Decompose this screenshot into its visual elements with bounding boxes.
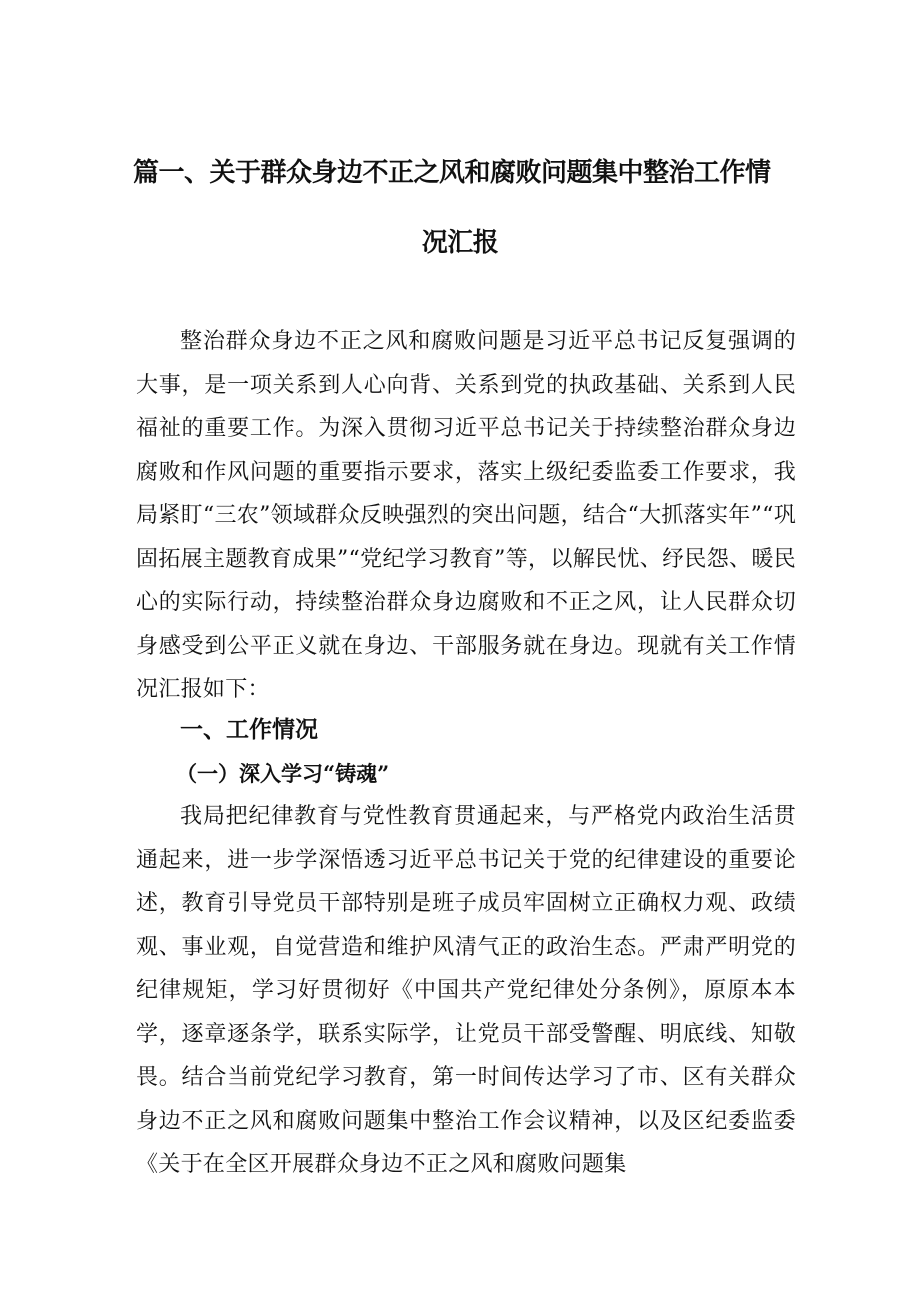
document-title-line-2: 况汇报 (421, 228, 499, 258)
section-heading: 一、工作情况 (180, 717, 318, 743)
body-paragraph: 我局把纪律教育与党性教育贯通起来，与严格党内政治生活贯通起来，进一步学深悟透习近平总书记关于党的纪律建设的重要论述，教育引导党员干部特别是班子成员牢固树立正确权力观、政绩观、事业观，自觉营造和维护风清气正的政治生态。严肃严明党的纪律规矩，学习好贯彻好《中国共产党纪律处分条例》，原原本本学，逐章逐条学，联系实际学，让党员干部受警醒、明底线、知敬畏。结合当前党纪学习教育，第一时间传达学习了市、区有关群众身边不正之风和腐败问题集中整治工作会议精神，以及区纪委监委《关于在全区开展群众身边不正之风和腐败问题集 (136, 804, 796, 1177)
intro-paragraph: 整治群众身边不正之风和腐败问题是习近平总书记反复强调的大事，是一项关系到人心向背、关系到党的执政基础、关系到人民福祉的重要工作。为深入贯彻习近平总书记关于持续整治群众身边腐败和作风问题的重要指示要求，落实上级纪委监委工作要求，我局紧盯“三农”领域群众反映强烈的突出问题，结合“大抓落实年”“巩固拓展主题教育成果”“党纪学习教育”等，以解民忧、纾民怨、暖民心的实际行动，持续整治群众身边腐败和不正之风，让人民群众切身感受到公平正义就在身边、干部服务就在身边。现就有关工作情况汇报如下： (136, 329, 796, 702)
document-title-line-1: 篇一、关于群众身边不正之风和腐败问题集中整治工作情 (133, 158, 771, 188)
subsection-heading: （一）深入学习“铸魂” (176, 761, 390, 786)
